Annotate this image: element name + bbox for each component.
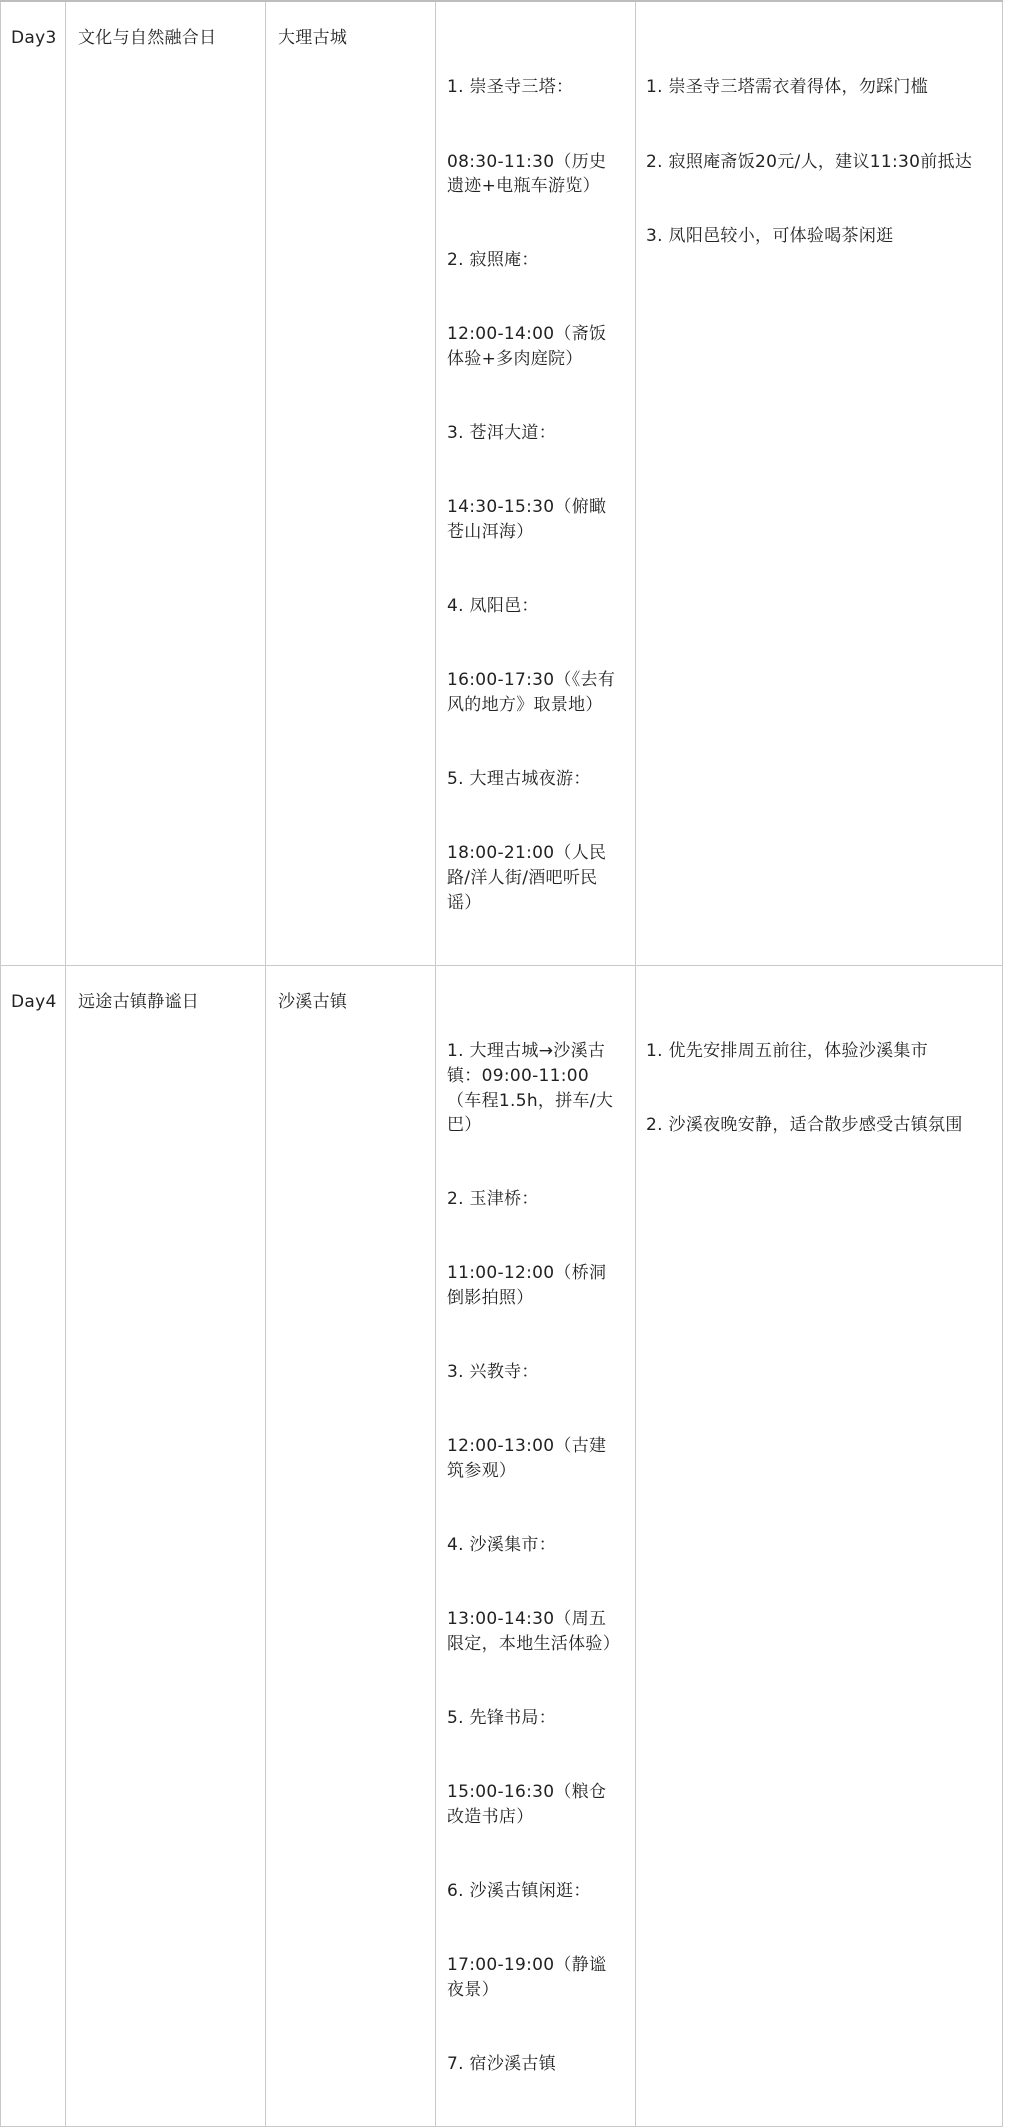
schedule-line: 4. 沙溪集市： bbox=[447, 1535, 557, 1556]
notes-list bbox=[636, 966, 1002, 1188]
note-line: 3. 凤阳邑较小，可体验喝茶闲逛 bbox=[646, 225, 894, 246]
note-line: 1. 优先安排周五前往，体验沙溪集市 bbox=[646, 1041, 929, 1062]
day-cell bbox=[1, 1, 66, 965]
theme-cell bbox=[66, 965, 266, 2126]
schedule-line: 13:00-14:30（周五限定，本地生活体验） bbox=[447, 1609, 620, 1654]
schedule-line: 18:00-21:00（人民路/洋人街/酒吧听民谣） bbox=[447, 843, 607, 913]
place-cell bbox=[266, 1, 436, 965]
theme-text: 远途古镇静谧日 bbox=[78, 991, 200, 1012]
day-label: Day4 bbox=[11, 991, 57, 1012]
schedule-line: 15:00-16:30（粮仓改造书店） bbox=[447, 1782, 607, 1827]
schedule-line: 17:00-19:00（静谧夜景） bbox=[447, 1955, 607, 2000]
schedule-line: 6. 沙溪古镇闲逛： bbox=[447, 1881, 591, 1902]
table-row-day3 bbox=[1, 1, 1003, 965]
schedule-line: 3. 兴教寺： bbox=[447, 1362, 539, 1383]
schedule-line: 2. 寂照庵： bbox=[447, 250, 539, 271]
schedule-line: 1. 崇圣寺三塔： bbox=[447, 77, 574, 98]
schedule-line: 08:30-11:30（历史遗迹+电瓶车游览） bbox=[447, 151, 607, 197]
schedule-line: 1. 大理古城→沙溪古镇：09:00-11:00（车程1.5h，拼车/大巴） bbox=[447, 1041, 614, 1136]
schedule-line: 5. 先锋书局： bbox=[447, 1708, 557, 1729]
place-text: 大理古城 bbox=[278, 28, 348, 48]
schedule-line: 4. 凤阳邑： bbox=[447, 596, 539, 617]
schedule-cell bbox=[436, 1, 636, 965]
notes-cell bbox=[636, 1, 1003, 965]
schedule-line: 3. 苍洱大道： bbox=[447, 423, 557, 444]
schedule-line: 5. 大理古城夜游： bbox=[447, 769, 591, 790]
day-label: Day3 bbox=[11, 28, 57, 48]
schedule-line: 11:00-12:00（桥洞倒影拍照） bbox=[447, 1263, 607, 1309]
schedule-list bbox=[436, 2, 635, 965]
note-line: 2. 沙溪夜晚安静，适合散步感受古镇氛围 bbox=[646, 1115, 963, 1136]
place-cell bbox=[266, 965, 436, 2126]
schedule-line: 12:00-14:00（斋饭体验+多肉庭院） bbox=[447, 324, 607, 370]
notes-cell bbox=[636, 965, 1003, 2126]
note-line: 1. 崇圣寺三塔需衣着得体，勿踩门槛 bbox=[646, 77, 929, 98]
schedule-list bbox=[436, 966, 635, 2126]
note-line: 2. 寂照庵斋饭20元/人，建议11:30前抵达 bbox=[646, 151, 973, 172]
theme-cell bbox=[66, 1, 266, 965]
schedule-line: 2. 玉津桥： bbox=[447, 1189, 539, 1210]
place-text: 沙溪古镇 bbox=[278, 991, 348, 1012]
day-cell bbox=[1, 965, 66, 2126]
notes-list bbox=[636, 2, 1002, 298]
schedule-line: 7. 宿沙溪古镇 bbox=[447, 2053, 557, 2074]
theme-text: 文化与自然融合日 bbox=[78, 28, 217, 48]
schedule-line: 12:00-13:00（古建筑参观） bbox=[447, 1436, 607, 1482]
schedule-cell bbox=[436, 965, 636, 2126]
schedule-line: 16:00-17:30（《去有风的地方》取景地） bbox=[447, 670, 616, 715]
table-row-day4 bbox=[1, 965, 1003, 2126]
schedule-line: 14:30-15:30（俯瞰苍山洱海） bbox=[447, 497, 607, 543]
